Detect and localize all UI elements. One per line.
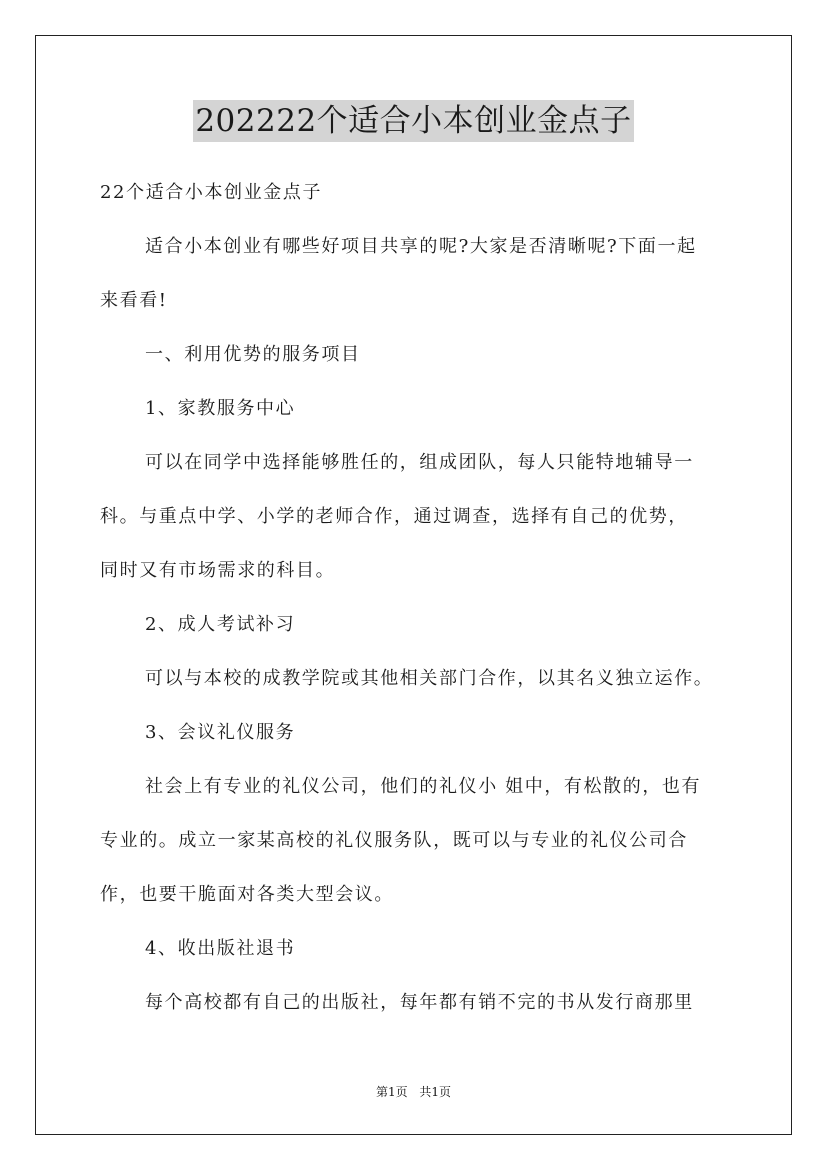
text-line: 社会上有专业的礼仪公司，他们的礼仪小 姐中，有松散的，也有 [145, 776, 702, 797]
text-line: 3、会议礼仪服务 [145, 722, 296, 743]
text-line: 4、收出版社退书 [145, 938, 296, 959]
page-footer [0, 1083, 827, 1100]
text-line: 一、利用优势的服务项目 [145, 344, 361, 365]
text-line: 可以在同学中选择能够胜任的，组成团队，每人只能特地辅导一 [145, 452, 694, 473]
text-line: 科。与重点中学、小学的老师合作，通过调查，选择有自己的优势， [100, 506, 688, 527]
document-title-container [0, 100, 827, 142]
text-line: 专业的。成立一家某高校的礼仪服务队，既可以与专业的礼仪公司合 [100, 830, 688, 851]
text-line: 适合小本创业有哪些好项目共享的呢?大家是否清晰呢?下面一起 [145, 236, 697, 257]
text-line: 22个适合小本创业金点子 [100, 182, 323, 203]
text-line: 作，也要干脆面对各类大型会议。 [100, 884, 394, 905]
text-line: 可以与本校的成教学院或其他相关部门合作，以其名义独立运作。 [145, 668, 714, 689]
text-line: 来看看! [100, 290, 168, 311]
page-number-total: 共1页 [419, 1085, 452, 1099]
text-line: 同时又有市场需求的科目。 [100, 560, 336, 581]
text-line: 2、成人考试补习 [145, 614, 296, 635]
text-line: 1、家教服务中心 [145, 398, 296, 419]
document-title: 202222个适合小本创业金点子 [193, 100, 633, 142]
text-line: 每个高校都有自己的出版社，每年都有销不完的书从发行商那里 [145, 992, 694, 1013]
page-number-current: 第1页 [375, 1085, 408, 1099]
document-body [100, 166, 728, 1030]
